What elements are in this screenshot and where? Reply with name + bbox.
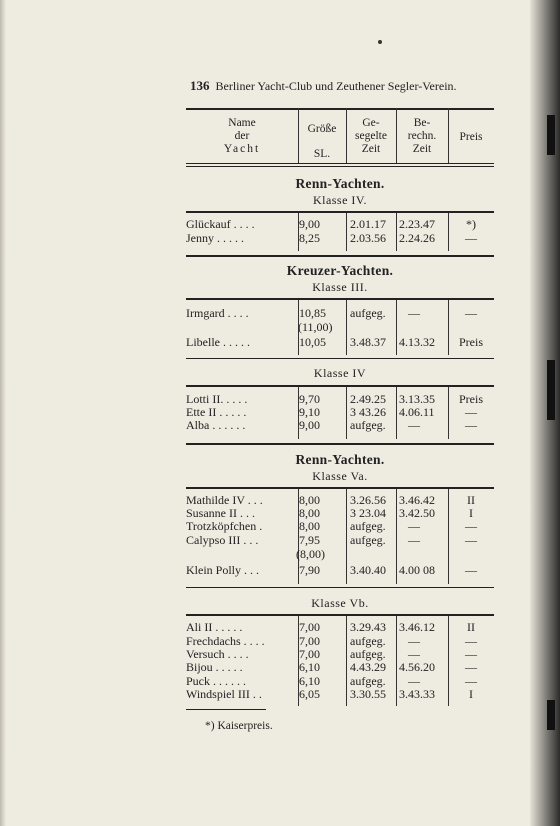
sailed-time: aufgeg. — [350, 519, 386, 533]
section-rule — [186, 255, 494, 257]
yacht-name: Irmgard . . . . — [186, 306, 249, 320]
prize: *) — [466, 217, 476, 231]
col-divider — [448, 108, 449, 163]
yacht-name: Klein Polly . . . — [186, 563, 260, 577]
yacht-size: 7,00 — [299, 634, 320, 648]
prize: — — [465, 519, 477, 533]
page-tab-marker — [547, 115, 555, 155]
yacht-size: 10,05 — [299, 335, 326, 349]
section-class: Klasse Va. — [312, 469, 368, 483]
section-title: Renn-Yachten. — [295, 176, 385, 191]
calc-time: 4.13.32 — [399, 335, 435, 349]
calc-time: 2.24.26 — [399, 231, 435, 245]
yacht-name: Versuch . . . . — [186, 647, 249, 661]
table-row — [186, 321, 494, 334]
sailed-time: aufgeg. — [350, 418, 386, 432]
table-row — [186, 232, 494, 245]
yacht-size: 6,05 — [299, 687, 320, 701]
yacht-name: Ali II . . . . . — [186, 620, 243, 634]
yacht-size-alt: (8,00) — [296, 547, 325, 561]
yacht-size: 6,10 — [299, 660, 320, 674]
header-bottom-rule — [186, 163, 494, 164]
yacht-name: Libelle . . . . . — [186, 335, 250, 349]
col-header-size — [298, 123, 346, 161]
sailed-time: 3.29.43 — [350, 620, 386, 634]
table-row — [186, 336, 494, 349]
col-header-calc — [396, 117, 448, 156]
yacht-size: 9,00 — [299, 217, 320, 231]
prize: Preis — [459, 335, 483, 349]
col-divider — [396, 108, 397, 163]
page-tab-marker — [547, 360, 555, 420]
sailed-time: 3.30.55 — [350, 687, 386, 701]
calc-time: 3.42.50 — [399, 506, 435, 520]
yacht-size: 8,00 — [299, 506, 320, 520]
table-row — [186, 520, 494, 533]
table-row — [186, 534, 494, 547]
prize: — — [465, 418, 477, 432]
calc-time: 3.46.12 — [399, 620, 435, 634]
prize: — — [465, 647, 477, 661]
yacht-size: 7,95 — [299, 533, 320, 547]
sailed-time: aufgeg. — [350, 533, 386, 547]
sailed-time: 4.43.29 — [350, 660, 386, 674]
prize: — — [465, 306, 477, 320]
page-number: 136 — [190, 78, 210, 93]
yacht-size: 7,90 — [299, 563, 320, 577]
col-header-sailed-line3: Zeit — [361, 143, 381, 155]
col-divider — [298, 108, 299, 163]
sailed-time: 3.48.37 — [350, 335, 386, 349]
section-rule — [186, 358, 494, 359]
yacht-name: Lotti II. . . . . — [186, 392, 248, 406]
calc-time: 3.43.33 — [399, 687, 435, 701]
section-title: Kreuzer-Yachten. — [286, 263, 394, 278]
table-row — [186, 621, 494, 634]
section-class: Klasse IV — [313, 366, 367, 380]
prize: — — [465, 634, 477, 648]
yacht-size: 6,10 — [299, 674, 320, 688]
yacht-size: 9,00 — [299, 418, 320, 432]
prize: — — [465, 405, 477, 419]
yacht-size: 9,10 — [299, 405, 320, 419]
col-header-name-line2: der — [234, 130, 250, 142]
calc-time: 3.13.35 — [399, 392, 435, 406]
yacht-size: 8,25 — [299, 231, 320, 245]
col-header-size-line1: Größe — [307, 123, 337, 135]
table-row — [186, 307, 494, 320]
yacht-name: Glückauf . . . . — [186, 217, 255, 231]
col-header-sailed-line1: Ge- — [362, 117, 380, 129]
running-header — [190, 78, 457, 94]
table-row — [186, 564, 494, 577]
prize: I — [469, 506, 473, 520]
yacht-name: Windspiel III . . — [186, 687, 262, 701]
section-class: Klasse III. — [312, 280, 368, 294]
yacht-name: Puck . . . . . . — [186, 674, 246, 688]
yacht-size: 7,00 — [299, 647, 320, 661]
calc-time: 4.06.11 — [399, 405, 435, 419]
yacht-size: 10,85 — [299, 306, 326, 320]
col-header-prize: Preis — [459, 131, 483, 143]
prize: — — [465, 660, 477, 674]
prize: I — [469, 687, 473, 701]
sailed-time: 2.01.17 — [350, 217, 386, 231]
sailed-time: aufgeg. — [350, 634, 386, 648]
yacht-size: 8,00 — [299, 493, 320, 507]
prize: II — [467, 493, 475, 507]
section-rule — [186, 443, 494, 445]
section-class: Klasse IV. — [312, 193, 368, 207]
yacht-size: 9,70 — [299, 392, 320, 406]
footnote: *) Kaiserpreis. — [205, 720, 273, 732]
col-header-calc-line1: Be- — [413, 117, 431, 129]
yacht-name: Alba . . . . . . — [186, 418, 246, 432]
section-title: Renn-Yachten. — [295, 452, 385, 467]
calc-time: — — [408, 634, 420, 648]
col-header-calc-line3: Zeit — [412, 143, 432, 155]
sailed-time: 3.40.40 — [350, 563, 386, 577]
yacht-name: Mathilde IV . . . — [186, 493, 263, 507]
col-header-sailed — [346, 117, 396, 156]
table-row — [186, 661, 494, 674]
yacht-name: Calypso III . . . — [186, 533, 259, 547]
calc-time: 2.23.47 — [399, 217, 435, 231]
sailed-time: 3.26.56 — [350, 493, 386, 507]
table-row — [186, 548, 494, 561]
page-tab-marker — [547, 700, 555, 730]
yacht-name: Jenny . . . . . — [186, 231, 244, 245]
calc-time: — — [408, 519, 420, 533]
table-row — [186, 218, 494, 231]
prize: — — [465, 231, 477, 245]
calc-time: — — [408, 533, 420, 547]
yacht-size: 7,00 — [299, 620, 320, 634]
calc-time: — — [408, 306, 420, 320]
prize: Preis — [459, 392, 483, 406]
sailed-time: aufgeg. — [350, 674, 386, 688]
table-row — [186, 419, 494, 432]
col-header-name — [186, 117, 298, 156]
sailed-time: 2.03.56 — [350, 231, 386, 245]
col-header-name-line3: Yacht — [223, 143, 261, 155]
col-header-calc-line2: rechn. — [407, 130, 437, 142]
calc-time: 3.46.42 — [399, 493, 435, 507]
prize: — — [465, 674, 477, 688]
calc-time: — — [408, 674, 420, 688]
section-rule — [186, 166, 494, 167]
table-row — [186, 688, 494, 701]
sailed-time: aufgeg. — [350, 647, 386, 661]
col-header-size-line2: SL. — [313, 148, 331, 160]
prize: — — [465, 533, 477, 547]
col-header-name-line1: Name — [228, 117, 256, 129]
footnote-rule — [186, 709, 266, 710]
prize: II — [467, 620, 475, 634]
calc-time: — — [408, 418, 420, 432]
sailed-time: 3 23.04 — [350, 506, 386, 520]
page-edge-shadow — [530, 0, 560, 826]
page-binding-shadow — [0, 0, 6, 826]
calc-time: — — [408, 647, 420, 661]
sailed-time: 2.49.25 — [350, 392, 386, 406]
yacht-size: 8,00 — [299, 519, 320, 533]
prize: — — [465, 563, 477, 577]
yacht-name: Bijou . . . . . — [186, 660, 243, 674]
yacht-name: Ette II . . . . . — [186, 405, 247, 419]
calc-time: 4.00 08 — [399, 563, 435, 577]
section-class: Klasse Vb. — [311, 596, 369, 610]
sailed-time: 3 43.26 — [350, 405, 386, 419]
col-header-sailed-line2: segelte — [355, 130, 387, 142]
calc-time: 4.56.20 — [399, 660, 435, 674]
yacht-name: Susanne II . . . — [186, 506, 255, 520]
header-title: Berliner Yacht-Club und Zeuthener Segler-Verein. — [215, 79, 457, 93]
section-rule — [186, 587, 494, 588]
yacht-name: Trotzköpfchen . — [186, 519, 263, 533]
yacht-name: Frechdachs . . . . — [186, 634, 265, 648]
ink-speck — [378, 40, 382, 44]
sailed-time: aufgeg. — [350, 306, 386, 320]
col-divider — [346, 108, 347, 163]
yacht-size-alt: (11,00) — [298, 320, 333, 334]
